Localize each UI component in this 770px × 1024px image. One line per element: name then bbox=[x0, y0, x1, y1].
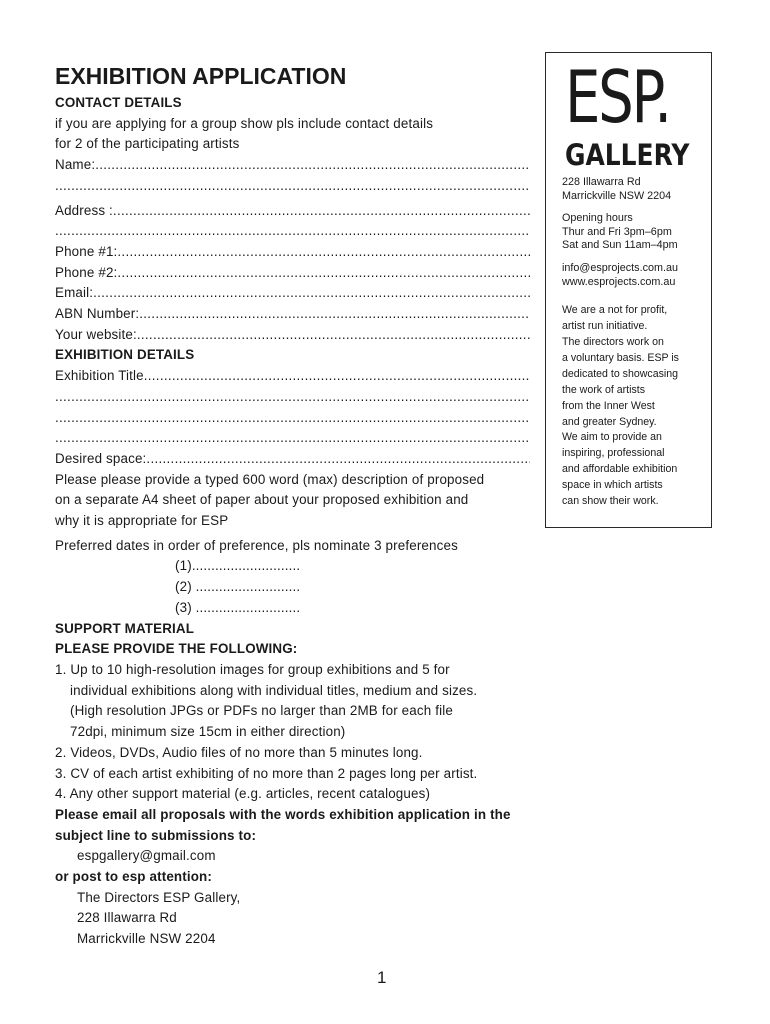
exhibition-title-blank-4[interactable] bbox=[55, 428, 530, 449]
description-request-line: why it is appropriate for ESP bbox=[55, 513, 229, 529]
name-blank-continued[interactable] bbox=[55, 176, 530, 197]
name-label: Name: bbox=[55, 157, 96, 173]
about-line: space in which artists bbox=[562, 479, 663, 492]
address-blank[interactable] bbox=[113, 201, 530, 222]
desired-space-label: Desired space: bbox=[55, 450, 147, 466]
support-item: 3. CV of each artist exhibiting of no more than 2 pages long per artist. bbox=[55, 765, 478, 781]
exhibition-title-continued[interactable] bbox=[55, 408, 530, 429]
description-request-line: Please please provide a typed 600 word (max) description of proposed bbox=[55, 471, 485, 487]
about-line: a voluntary basis. ESP is bbox=[562, 351, 679, 364]
support-item: 2. Videos, DVDs, Audio files of no more than 5 minutes long. bbox=[55, 744, 423, 760]
abn-field[interactable] bbox=[55, 304, 530, 325]
hours-line: Sat and Sun 11am–4pm bbox=[562, 239, 678, 252]
application-form bbox=[55, 60, 530, 950]
hours-line: Opening hours bbox=[562, 212, 633, 225]
about-line: The directors work on bbox=[562, 335, 664, 348]
gallery-info-box bbox=[545, 52, 712, 528]
contact-note-line: if you are applying for a group show pls include contact details bbox=[55, 115, 434, 131]
contact-note-line: for 2 of the participating artists bbox=[55, 136, 240, 152]
preference-3-field[interactable]: (3) ........................... bbox=[175, 599, 301, 615]
desired-space-field[interactable] bbox=[55, 449, 530, 470]
gallery-about bbox=[562, 303, 711, 510]
exhibition-title-blank[interactable] bbox=[144, 366, 530, 387]
logo-gallery-text: GALLERY bbox=[565, 138, 690, 172]
preferred-dates-label: Preferred dates in order of preference, pls nominate 3 preferences bbox=[55, 537, 458, 553]
abn-label: ABN Number: bbox=[55, 306, 140, 322]
phone2-blank[interactable] bbox=[117, 263, 530, 284]
website-label: Your website: bbox=[55, 326, 137, 342]
exhibition-title-label: Exhibition Title bbox=[55, 368, 144, 384]
address-line: 228 Illawarra Rd bbox=[562, 176, 641, 188]
about-line: from the Inner West bbox=[562, 399, 655, 412]
please-provide-heading: PLEASE PROVIDE THE FOLLOWING: bbox=[55, 641, 298, 657]
contact-details-heading: CONTACT DETAILS bbox=[55, 95, 182, 110]
postal-address-line: Marrickville NSW 2204 bbox=[77, 931, 216, 947]
address-line: Marrickville NSW 2204 bbox=[562, 189, 672, 202]
post-instruction: or post to esp attention: bbox=[55, 869, 212, 885]
email-label: Email: bbox=[55, 285, 94, 301]
submission-email-link[interactable]: espgallery@gmail.com bbox=[77, 848, 216, 864]
website-blank[interactable] bbox=[137, 325, 530, 346]
about-line: can show their work. bbox=[562, 495, 659, 508]
description-request-line: on a separate A4 sheet of paper about your proposed exhibition and bbox=[55, 492, 469, 508]
phone1-field[interactable] bbox=[55, 242, 530, 263]
support-item-continued: (High resolution JPGs or PDFs no larger than 2MB for each file bbox=[70, 703, 453, 719]
page-title: EXHIBITION APPLICATION bbox=[55, 63, 347, 89]
about-line: artist run initiative. bbox=[562, 320, 648, 333]
website-field[interactable] bbox=[55, 325, 530, 346]
address-blank-continued[interactable] bbox=[55, 221, 530, 242]
email-instruction: subject line to submissions to: bbox=[55, 827, 257, 843]
exhibition-title-continued[interactable] bbox=[55, 387, 530, 408]
about-line: and affordable exhibition bbox=[562, 463, 678, 476]
exhibition-details-heading: EXHIBITION DETAILS bbox=[55, 347, 195, 363]
exhibition-title-blank-2[interactable] bbox=[55, 387, 530, 408]
address-label: Address : bbox=[55, 202, 113, 218]
hours-line: Thur and Fri 3pm–6pm bbox=[562, 225, 672, 238]
support-item-continued: 72dpi, minimum size 15cm in either direction) bbox=[70, 724, 346, 740]
about-line: We are a not for profit, bbox=[562, 304, 668, 317]
page-number: 1 bbox=[377, 968, 387, 987]
about-line: We aim to provide an bbox=[562, 431, 662, 444]
gallery-contact bbox=[562, 262, 711, 289]
about-line: the work of artists bbox=[562, 383, 646, 396]
gallery-email-link[interactable]: info@esprojects.com.au bbox=[562, 261, 678, 274]
desired-space-blank[interactable] bbox=[146, 449, 530, 470]
phone1-label: Phone #1: bbox=[55, 243, 118, 259]
support-material-heading: SUPPORT MATERIAL bbox=[55, 620, 195, 636]
opening-hours bbox=[562, 212, 711, 253]
exhibition-title-field[interactable] bbox=[55, 366, 530, 387]
support-item: 1. Up to 10 high-resolution images for group exhibitions and 5 for bbox=[55, 661, 450, 677]
email-blank[interactable] bbox=[93, 283, 530, 304]
postal-address-line: The Directors ESP Gallery, bbox=[77, 889, 241, 905]
email-instruction: Please email all proposals with the words exhibition application in the bbox=[55, 806, 511, 822]
about-line: dedicated to showcasing bbox=[562, 367, 679, 380]
postal-address-line: 228 Illawarra Rd bbox=[77, 910, 177, 926]
preference-2-field[interactable]: (2) ........................... bbox=[175, 579, 301, 595]
support-item-continued: individual exhibitions along with individual titles, medium and sizes. bbox=[70, 682, 478, 698]
email-field[interactable] bbox=[55, 283, 530, 304]
name-blank[interactable] bbox=[95, 155, 530, 176]
gallery-website-link[interactable]: www.esprojects.com.au bbox=[562, 275, 676, 288]
name-field[interactable] bbox=[55, 155, 530, 176]
exhibition-title-blank-3[interactable] bbox=[55, 408, 530, 429]
exhibition-title-continued[interactable] bbox=[55, 428, 530, 449]
gallery-address bbox=[562, 176, 711, 203]
phone1-blank[interactable] bbox=[117, 242, 530, 263]
logo-esp-text: ESP. bbox=[565, 55, 670, 139]
support-item: 4. Any other support material (e.g. articles, recent catalogues) bbox=[55, 786, 431, 802]
preference-1-field[interactable]: (1)............................ bbox=[175, 558, 301, 574]
name-field-continued[interactable] bbox=[55, 176, 530, 197]
esp-gallery-logo bbox=[562, 53, 711, 176]
about-line: and greater Sydney. bbox=[562, 415, 657, 428]
phone2-field[interactable] bbox=[55, 263, 530, 284]
abn-blank[interactable] bbox=[139, 304, 530, 325]
address-field-continued[interactable] bbox=[55, 221, 530, 242]
address-field[interactable] bbox=[55, 201, 530, 222]
phone2-label: Phone #2: bbox=[55, 264, 118, 280]
about-line: inspiring, professional bbox=[562, 447, 665, 460]
